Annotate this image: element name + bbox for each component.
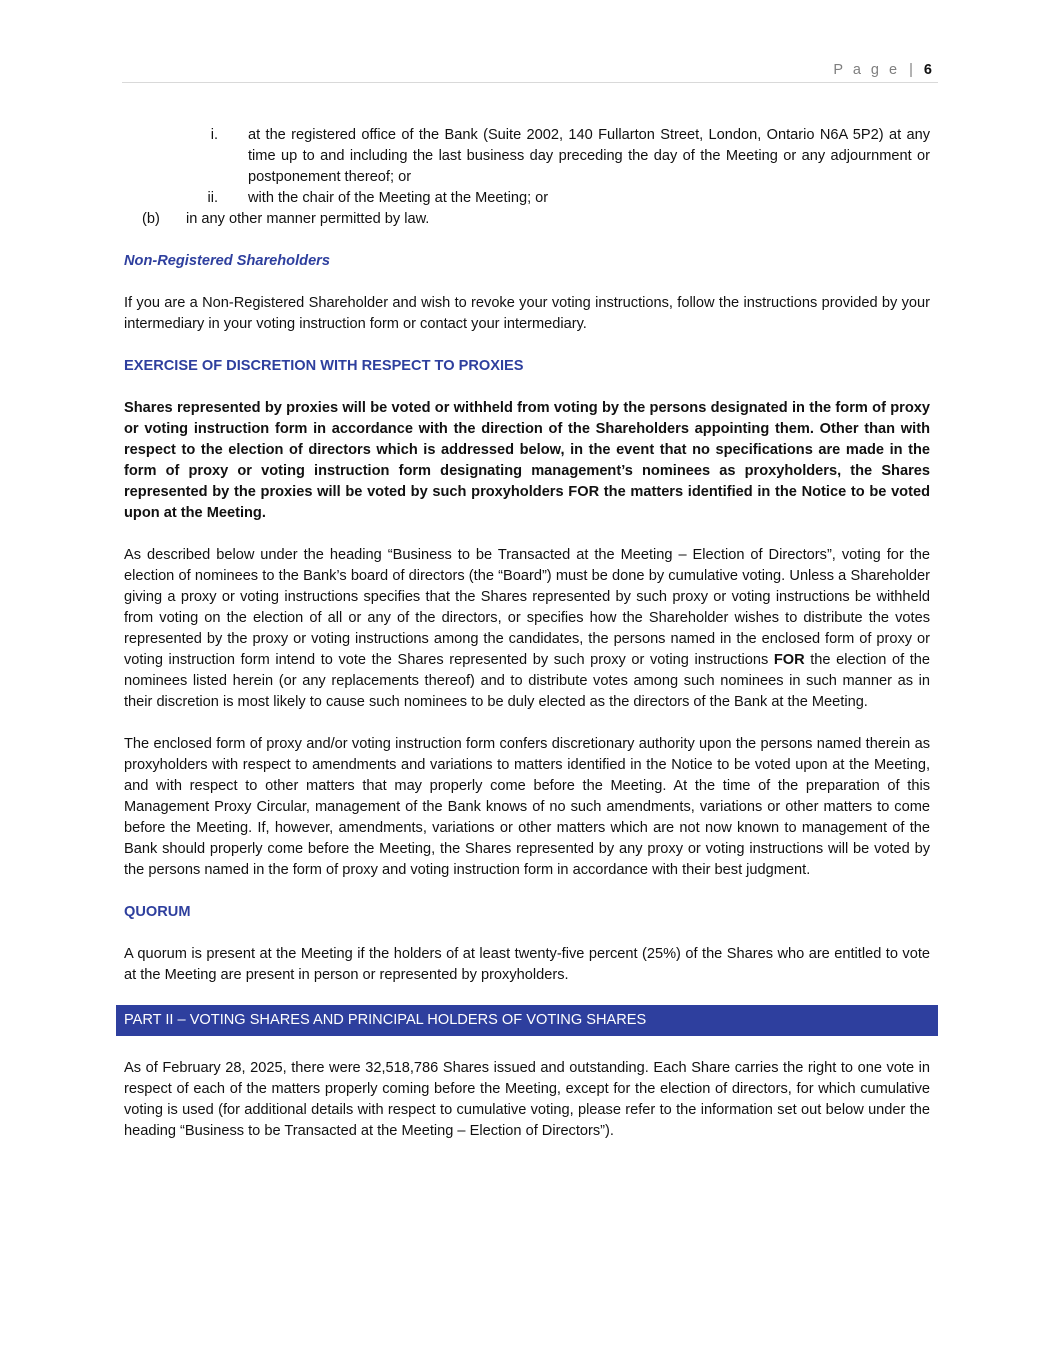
section-heading: EXERCISE OF DISCRETION WITH RESPECT TO PROXIES bbox=[124, 358, 524, 374]
page-number bbox=[833, 62, 932, 78]
list-item-text: in any other manner permitted by law. bbox=[186, 211, 430, 227]
text-run: the election of the nominees listed herein (or any replacements thereof) and to distribute votes among such nominees in such manner as in their discretion is most likely to cause such nominees to be duly elected as the directors of the Bank at the Meeting. bbox=[124, 652, 931, 710]
list-item bbox=[124, 209, 930, 230]
paragraph bbox=[124, 545, 930, 713]
paragraph: As of February 28, 2025, there were 32,518,786 Shares issued and outstanding. Each Share carries the right to one vote in respect of each of the matters properly coming before the Meeting, except for the election of directors, for which cumulative voting is used (for additional details with respect to cumulative voting, please refer to the information set out below under the heading “Business to be Transacted at the Meeting – Election of Directors”). bbox=[124, 1060, 930, 1139]
section-heading: QUORUM bbox=[124, 904, 191, 920]
page-number-value: 6 bbox=[923, 62, 932, 78]
page-separator: | bbox=[909, 62, 913, 78]
section-subheading: Non-Registered Shareholders bbox=[124, 253, 330, 269]
list-item bbox=[124, 125, 930, 188]
list-marker: i. bbox=[210, 127, 218, 143]
paragraph: If you are a Non-Registered Shareholder and wish to revoke your voting instructions, follow the instructions provided by your intermediary in your voting instruction form or contact your intermediary. bbox=[124, 295, 930, 332]
part-banner: PART II – VOTING SHARES AND PRINCIPAL HOLDERS OF VOTING SHARES bbox=[116, 1005, 938, 1036]
list-item bbox=[124, 188, 930, 209]
bold-paragraph: Shares represented by proxies will be voted or withheld from voting by the persons designated in the form of proxy or voting instruction form in accordance with the direction of the Shareholders appointing them. Other than with respect to the election of directors which is addressed below, in the event that no specifications are made in the form of proxy or voting instruction form designating management’s nominees as proxyholders, the Shares represented by the proxies will be voted by such proxyholders FOR the matters identified in the Notice to be voted upon at the Meeting. bbox=[124, 400, 930, 521]
paragraph: The enclosed form of proxy and/or voting instruction form confers discretionary authority upon the persons named therein as proxyholders with respect to amendments and variations to matters identified in the Notice to be voted upon at the Meeting, and with respect to other matters that may properly come before the Meeting. At the time of the preparation of this Management Proxy Circular, management of the Bank knows of no such amendments, variations or other matters to come before the Meeting. If, however, amendments, variations or other matters which are not now known to management of the Bank should properly come before the Meeting, the Shares represented by any proxy or voting instructions will be voted by the persons named in the form of proxy and voting instruction form in accordance with their best judgment. bbox=[124, 736, 930, 878]
bold-text-run: FOR bbox=[773, 652, 805, 668]
list-item-text: with the chair of the Meeting at the Meeting; or bbox=[248, 190, 549, 206]
list-item-text: at the registered office of the Bank (Suite 2002, 140 Fullarton Street, London, Ontario N6A 5P2) at any time up to and including the last business day preceding the day of the Meeting or any adjournment or postponement thereof; or bbox=[248, 127, 930, 185]
list-marker: (b) bbox=[142, 211, 160, 227]
page-header bbox=[122, 58, 938, 83]
document-body bbox=[124, 125, 930, 1142]
page-label: P a g e bbox=[833, 62, 901, 78]
paragraph: A quorum is present at the Meeting if the holders of at least twenty-five percent (25%) of the Shares who are entitled to vote at the Meeting are present in person or represented by proxyholders. bbox=[124, 946, 930, 983]
list-marker: ii. bbox=[207, 190, 218, 206]
text-run: As described below under the heading “Business to be Transacted at the Meeting – Election of Directors”, voting for the election of nominees to the Bank’s board of directors (the “Board”) must be done by cumulative voting. Unless a Shareholder giving a proxy or voting instructions specifies that the Shares represented by such proxy or voting instructions be withheld from voting on the election of all or any of the directors, or specifies how the Shareholder wishes to distribute the votes represented by the proxy or voting instructions among the candidates, the persons named in the enclosed form of proxy or voting instruction form intend to vote the Shares represented by such proxy or voting instructions bbox=[124, 547, 930, 668]
